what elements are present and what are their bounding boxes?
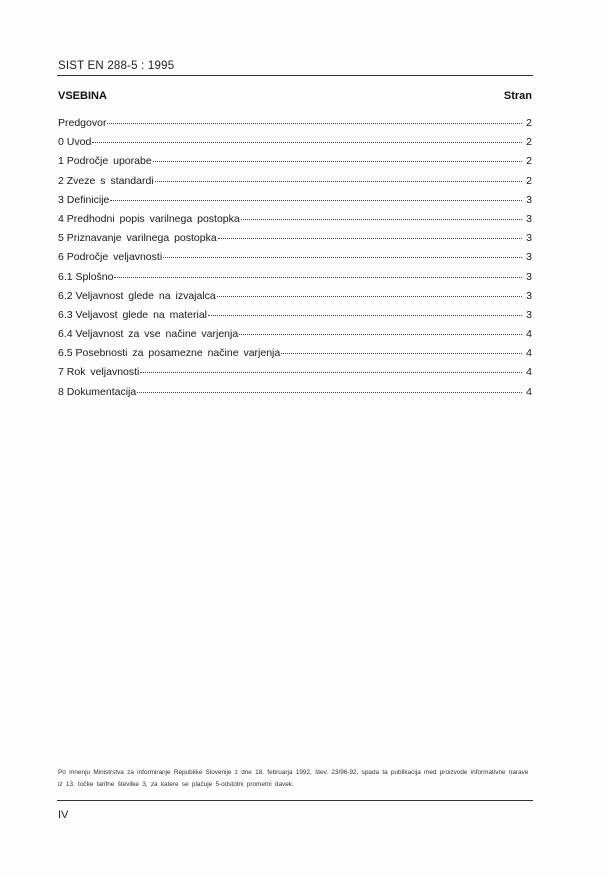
toc-entry-label: Področje uporabe xyxy=(66,155,152,168)
toc-entry xyxy=(58,271,532,290)
header-rule xyxy=(57,75,533,76)
toc-entry-number: 6.5 xyxy=(58,347,76,360)
toc-entry-number: 4 xyxy=(58,212,67,225)
toc-entry-number: 6.2 xyxy=(58,289,76,302)
toc-leader-dots xyxy=(218,238,522,239)
toc-entry-number: 0 xyxy=(58,136,67,149)
toc-entry-label: Rok veljavnosti xyxy=(66,366,140,379)
toc-entry-page: 2 xyxy=(526,117,532,129)
toc-entry-page: 4 xyxy=(526,347,532,360)
toc-entry-page: 4 xyxy=(526,328,532,341)
toc-leader-dots xyxy=(114,277,522,278)
toc-entry xyxy=(58,366,532,385)
toc-entry xyxy=(58,117,532,136)
toc-entry-page: 2 xyxy=(526,155,532,168)
toc-entry-page: 3 xyxy=(526,289,532,302)
toc-entry-number: 1 xyxy=(58,155,67,168)
toc-entry-page: 2 xyxy=(526,136,532,149)
toc-entry-number: 6.3 xyxy=(58,308,76,321)
toc-entry xyxy=(58,290,532,309)
toc-page-column-heading: Stran xyxy=(503,90,532,102)
toc-leader-dots xyxy=(217,296,522,297)
toc-entry-label: Posebnosti za posamezne načine varjenja xyxy=(75,347,281,360)
toc-entry-page: 3 xyxy=(526,212,532,225)
toc-entry-page: 3 xyxy=(526,308,532,321)
toc-entry-page: 2 xyxy=(526,174,532,187)
toc-leader-dots xyxy=(92,142,522,143)
toc-entry-label: Uvod xyxy=(66,136,92,149)
toc-entry xyxy=(58,194,532,213)
toc-entry-label: Predhodni popis varilnega postopka xyxy=(66,212,240,225)
toc-entry-label: Priznavanje varilnega postopka xyxy=(66,232,217,245)
toc-leader-dots xyxy=(153,161,522,162)
toc-entry-number: 3 xyxy=(58,193,67,206)
toc-leader-dots xyxy=(163,257,522,258)
toc-entry-label: Veljavnost glede na izvajalca xyxy=(75,289,216,302)
toc-leader-dots xyxy=(208,315,522,316)
toc-entry-number: 2 xyxy=(58,174,67,187)
toc-entry-number: 6.4 xyxy=(58,328,76,341)
toc-entry xyxy=(58,232,532,251)
toc-entry-page: 3 xyxy=(526,193,532,206)
toc-entry-number: 7 xyxy=(58,366,67,379)
toc-entry-number: 5 xyxy=(58,232,67,245)
toc-entry-label: Veljavost glede na material xyxy=(75,308,208,321)
toc-entry xyxy=(58,136,532,155)
toc-entry-label: Zveze s standardi xyxy=(66,174,154,187)
toc-leader-dots xyxy=(155,181,522,182)
toc-leader-dots xyxy=(239,334,522,335)
toc-entry-label: Predgovor xyxy=(58,117,107,129)
toc-entry-page: 4 xyxy=(526,366,532,379)
toc-entry xyxy=(58,251,532,270)
toc-entry-number: 6.1 xyxy=(58,270,76,283)
toc-title: VSEBINA xyxy=(58,90,107,102)
tax-footnote: Po mnenju Ministrstva za informiranje Republike Slovenije z dne 18. februarja 1992, štev. 23/96-92, spada ta publikacija med proizvode informativne narave iz 13. točke tarifne številke 3, za katere se plačuje 5-odstotni prometni davek. xyxy=(58,769,529,788)
toc-entry xyxy=(58,175,532,194)
toc-entry xyxy=(58,213,532,232)
toc-entry-page: 4 xyxy=(526,385,532,398)
toc-entry-label: Veljavnost za vse načine varjenja xyxy=(75,328,239,341)
toc-leader-dots xyxy=(140,372,522,373)
toc-leader-dots xyxy=(281,353,522,354)
toc-entry xyxy=(58,347,532,366)
standard-designation: SIST EN 288-5 : 1995 xyxy=(58,60,175,72)
toc-leader-dots xyxy=(107,123,522,124)
toc-leader-dots xyxy=(110,200,522,201)
toc-entry-label: Dokumentacija xyxy=(66,385,137,398)
toc-entry xyxy=(58,155,532,174)
toc-entry-page: 3 xyxy=(526,232,532,245)
footer-rule xyxy=(57,800,533,801)
toc-entry xyxy=(58,309,532,328)
toc-entry-label: Področje veljavnosti xyxy=(66,251,163,264)
toc-entry-label: Definicije xyxy=(66,193,110,206)
toc-entry-page: 3 xyxy=(526,270,532,283)
toc-leader-dots xyxy=(241,219,522,220)
table-of-contents xyxy=(58,117,532,405)
toc-entry xyxy=(58,328,532,347)
toc-leader-dots xyxy=(137,392,522,393)
page-number: IV xyxy=(58,809,69,821)
toc-entry xyxy=(58,386,532,405)
toc-entry-page: 3 xyxy=(526,251,532,264)
toc-entry-number: 6 xyxy=(58,251,67,264)
toc-entry-number: 8 xyxy=(58,385,67,398)
toc-entry-label: Splošno xyxy=(75,270,114,283)
